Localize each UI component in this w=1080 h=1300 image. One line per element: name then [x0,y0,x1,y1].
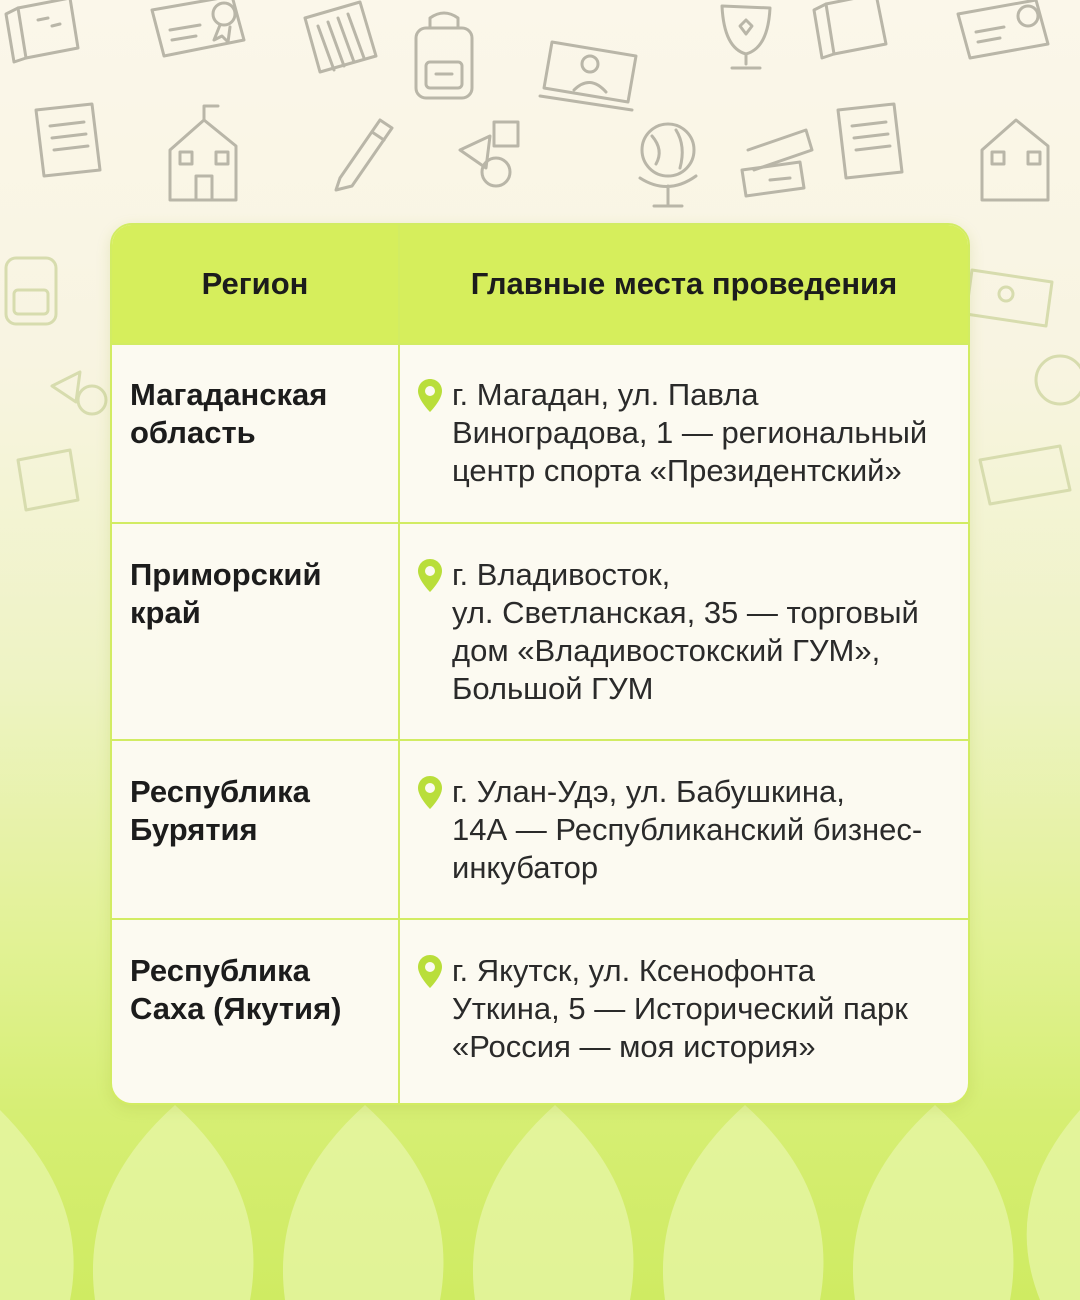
globe-icon [1036,356,1080,404]
venue-cell [452,556,962,708]
region-line: Республика [130,953,310,988]
presentation-icon [540,42,636,110]
venue-cell [452,952,962,1066]
region-line: Республика [130,774,310,809]
venue-line: инкубатор [452,850,599,885]
school-building-icon [982,120,1048,200]
shapes-icon [460,122,518,186]
venue-line: г. Улан-Удэ, ул. Бабушкина, [452,774,845,809]
school-building-icon [170,106,236,200]
books-stack-icon [742,130,812,196]
header-venues: Главные места проведения [470,266,898,301]
row-divider [112,522,968,524]
decorative-petal [0,1110,74,1300]
venue-line: Большой ГУМ [452,671,654,706]
region-cell [130,773,390,849]
region-line: Магаданская [130,377,328,412]
venue-line: 14А — Республиканский бизнес- [452,812,923,847]
document-icon [838,104,902,178]
decorative-petal [853,1105,1014,1300]
book-icon [814,0,886,58]
region-cell [130,556,390,632]
location-pin-icon [417,558,443,594]
diploma-icon [152,0,244,56]
document-icon [36,104,100,176]
venues-table [110,223,970,1105]
row-divider [112,739,968,741]
header-region: Регион [201,266,309,301]
shapes-icon [52,372,106,414]
column-divider [398,225,400,1105]
venue-cell [452,773,962,887]
diploma-icon [980,446,1070,504]
region-cell [130,952,390,1028]
venue-cell [452,376,962,490]
decorative-petal [1027,1110,1080,1300]
location-pin-icon [417,954,443,990]
venue-line: г. Владивосток, [452,557,671,592]
trophy-icon [722,6,770,68]
region-line: Приморский [130,557,322,592]
region-cell [130,376,390,452]
diploma-icon [958,0,1048,58]
notebook-icon [305,2,376,72]
pen-icon [336,120,392,190]
book-icon [6,0,78,62]
venue-line: центр спорта «Президентский» [452,453,902,488]
presentation-icon [966,270,1052,326]
venue-line: Уткина, 5 — Исторический парк [452,991,908,1026]
globe-icon [640,124,696,206]
venue-line: ул. Светланская, 35 — торговый [452,595,919,630]
row-divider [112,918,968,920]
decorative-petal [283,1105,444,1300]
decorative-petal [473,1105,634,1300]
book-icon [18,450,78,510]
venue-line: «Россия — моя история» [452,1029,816,1064]
region-line: Бурятия [130,812,258,847]
region-line: Саха (Якутия) [130,991,342,1026]
venue-line: г. Якутск, ул. Ксенофонта [452,953,815,988]
venue-line: г. Магадан, ул. Павла [452,377,759,412]
backpack-icon [416,13,472,98]
region-line: область [130,415,256,450]
decorative-petal [93,1105,254,1300]
region-line: край [130,595,201,630]
location-pin-icon [417,378,443,414]
backpack-icon [6,258,56,324]
location-pin-icon [417,775,443,811]
venue-line: дом «Владивостокский ГУМ», [452,633,881,668]
decorative-petal [663,1105,824,1300]
venue-line: Виноградова, 1 — региональный [452,415,928,450]
row-divider [112,343,968,345]
